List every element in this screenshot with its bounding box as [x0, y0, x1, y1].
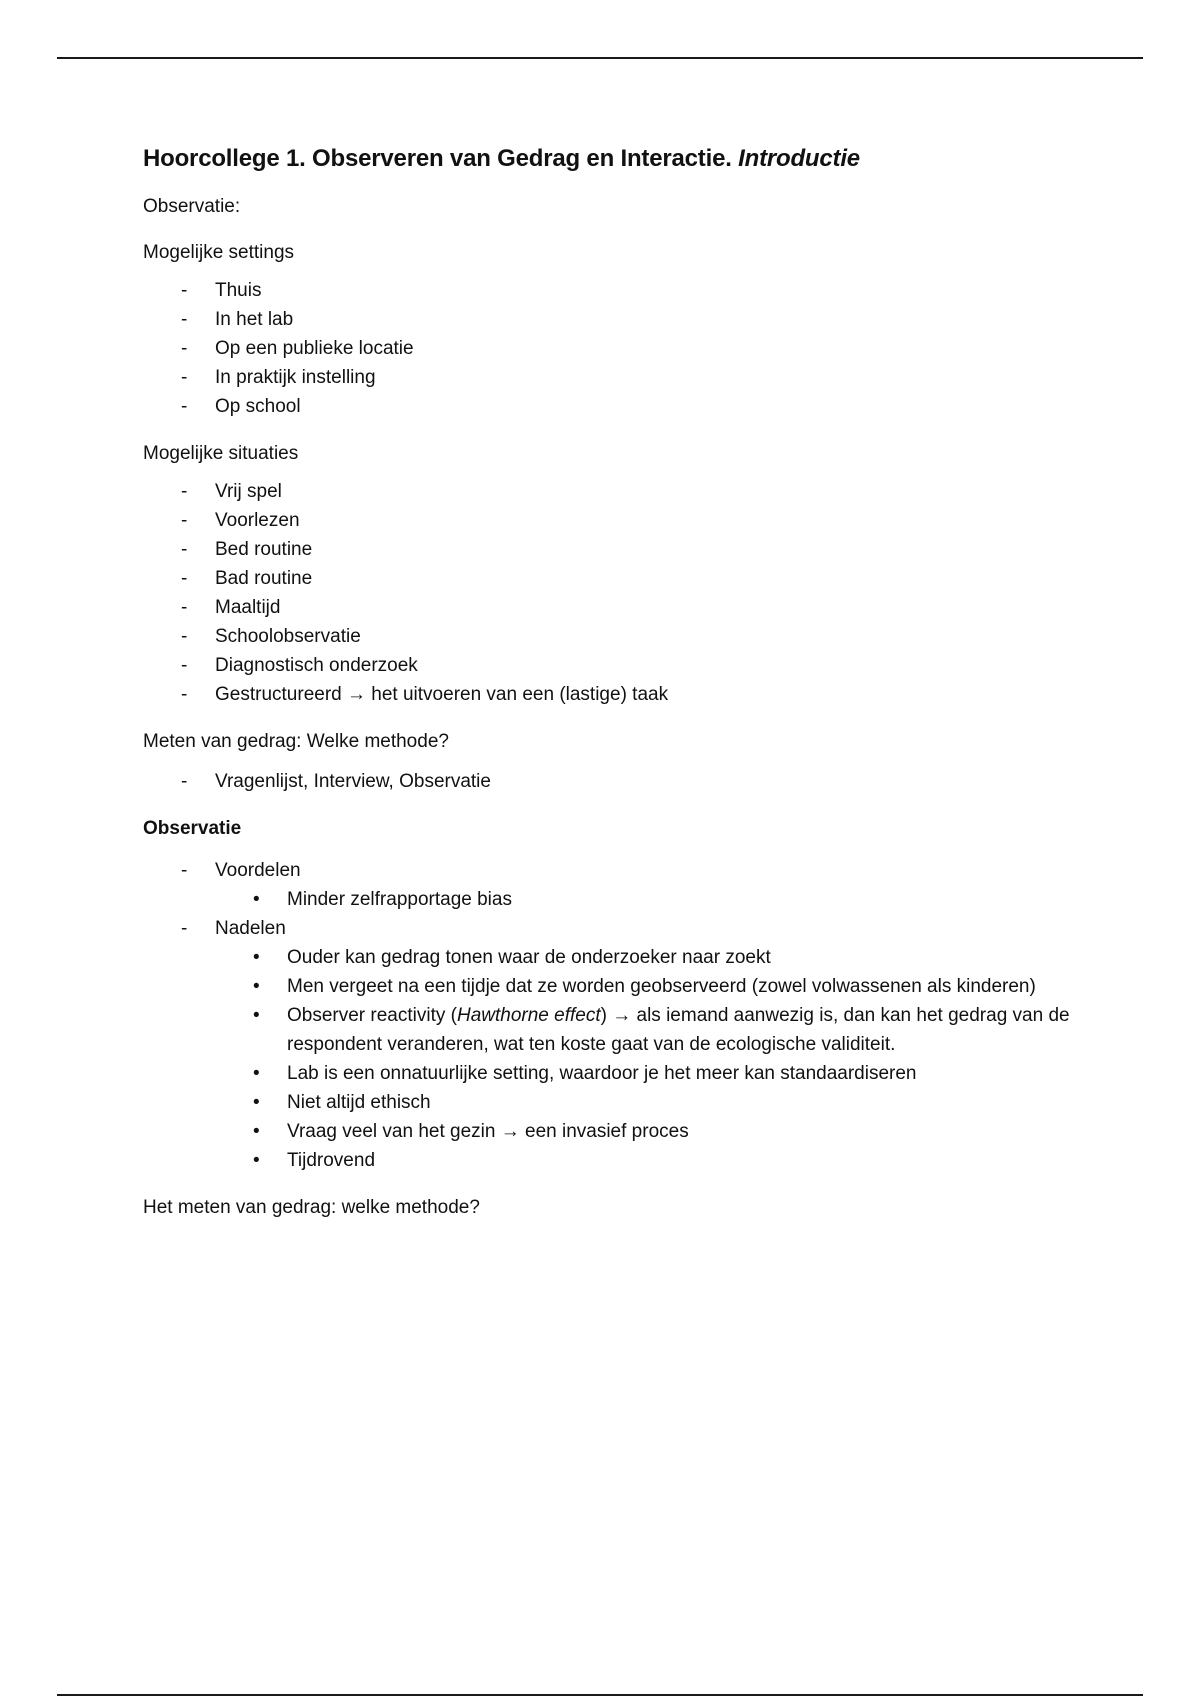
list-item: - Schoolobservatie [181, 626, 361, 647]
arrow-right-icon: → [347, 684, 367, 705]
situaties-list [143, 477, 1093, 709]
list-item: - In het lab [181, 309, 294, 330]
arrow-right-icon: → [612, 1005, 632, 1026]
observatie-list [143, 856, 1093, 1175]
situaties-heading: Mogelijke situaties [143, 443, 299, 464]
settings-list [143, 276, 1093, 421]
list-item: - Bed routine [181, 539, 313, 560]
list-item: • Niet altijd ethisch [253, 1092, 431, 1113]
observatie-label: Observatie: [143, 196, 241, 217]
list-item: • Lab is een onnatuurlijke setting, waardoor je het meer kan standaardiseren [253, 1063, 917, 1084]
header-rule [57, 57, 1143, 59]
list-item: - Gestructureerd → het uitvoeren van een (lastige) taak [181, 684, 669, 705]
list-item: - Voorlezen [181, 510, 300, 531]
nadelen-list [215, 943, 1093, 1175]
list-item: - Op school [181, 396, 301, 417]
list-item: • Vraag veel van het gezin → een invasief proces [253, 1121, 689, 1142]
list-item: - In praktijk instelling [181, 367, 376, 388]
arrow-right-icon: → [500, 1121, 520, 1142]
observatie-heading: Observatie [143, 818, 242, 839]
list-item-nadelen: - Nadelen • Ouder kan gedrag tonen waar de onderzoeker naar zoekt • Men vergeet na een tijdje dat ze worden geobserveerd (zowel volwassenen als kinderen) • Observer reactivity (Hawthorne effect) → als iemand aanwezig is, dan kan het gedrag van de respondent veranderen, wat ten koste gaat van de ecologische validiteit. • Lab is een onnatuurlijke setting, waardoor je het meer kan standaardiseren • Niet altijd ethisch • Vraag veel van het gezin → een invasief proces • Tijdrovend [143, 914, 1093, 1175]
document-body [143, 142, 1093, 1221]
list-item: • Ouder kan gedrag tonen waar de onderzoeker naar zoekt [253, 947, 771, 968]
list-item: - Maaltijd [181, 597, 281, 618]
list-item: - Op een publieke locatie [181, 338, 414, 359]
list-item: - Diagnostisch onderzoek [181, 655, 418, 676]
list-item: • Tijdrovend [253, 1150, 376, 1171]
list-item: - Thuis [181, 280, 262, 301]
list-item: - Vrij spel [181, 481, 282, 502]
meten-heading: Meten van gedrag: Welke methode? [143, 731, 449, 752]
voordelen-list [215, 885, 1093, 914]
list-item: • Men vergeet na een tijdje dat ze worden geobserveerd (zowel volwassenen als kinderen) [253, 976, 1036, 997]
list-item: • Observer reactivity (Hawthorne effect) → als iemand aanwezig is, dan kan het gedrag van de respondent veranderen, wat ten koste gaat van de ecologische validiteit. [253, 1005, 1070, 1055]
list-item: • Minder zelfrapportage bias [253, 889, 512, 910]
footer-rule [57, 1694, 1143, 1696]
closing-heading: Het meten van gedrag: welke methode? [143, 1197, 480, 1218]
list-item: - Vragenlijst, Interview, Observatie [181, 771, 491, 792]
page-title: Hoorcollege 1. Observeren van Gedrag en Interactie. Introductie [143, 145, 860, 172]
list-item-voordelen: - Voordelen • Minder zelfrapportage bias [143, 856, 1093, 914]
settings-heading: Mogelijke settings [143, 242, 295, 263]
list-item: - Bad routine [181, 568, 313, 589]
meten-list [143, 767, 1093, 796]
